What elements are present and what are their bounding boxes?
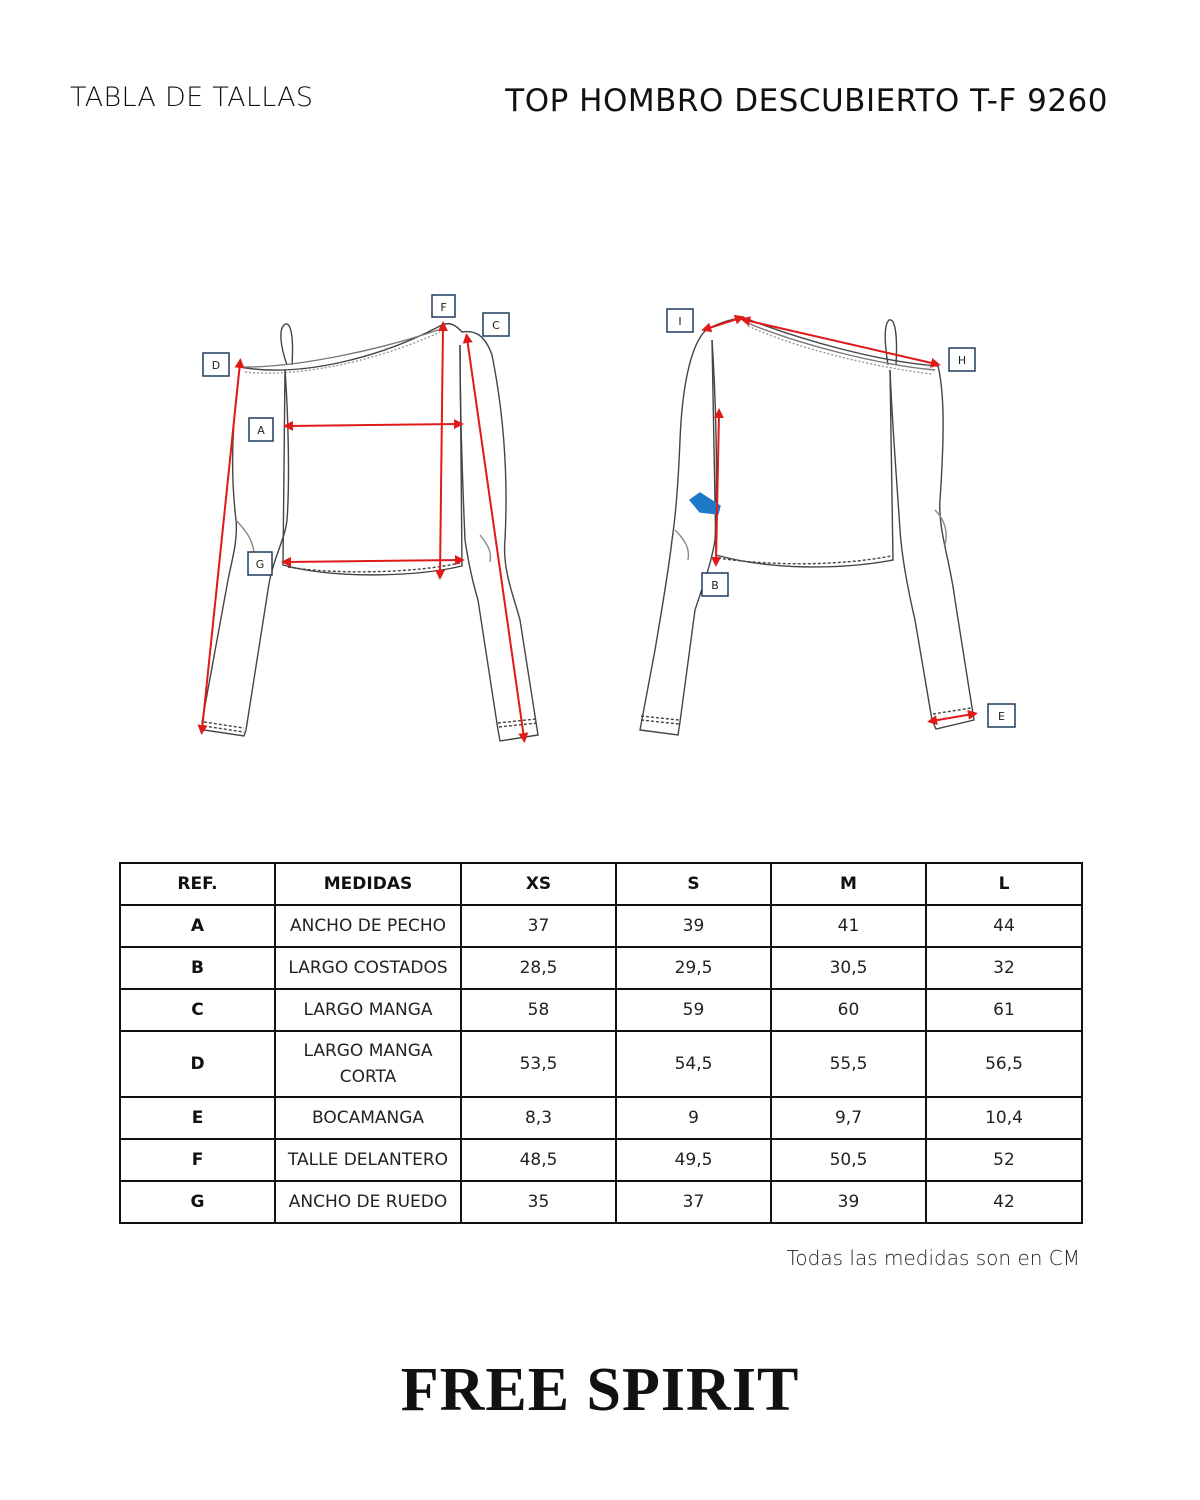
cell-measure: ANCHO DE RUEDO [275,1181,461,1223]
label-d [203,353,229,376]
measure-line-i [706,318,740,329]
back-measure-lines [706,318,973,721]
cell-measure: ANCHO DE PECHO [275,905,461,947]
svg-text:I: I [678,315,682,328]
svg-text:A: A [257,424,265,437]
cell-xs: 48,5 [461,1139,616,1181]
col-header-ref: REF. [120,863,275,905]
svg-text:B: B [711,579,719,592]
col-header-s: S [616,863,771,905]
table-row [120,1031,1082,1097]
cell-measure: BOCAMANGA [275,1097,461,1139]
cell-l: 44 [926,905,1082,947]
product-title: TOP HOMBRO DESCUBIERTO T-F 9260 [505,83,1108,119]
cell-ref: E [120,1097,275,1139]
cell-ref: F [120,1139,275,1181]
label-i [667,309,693,332]
svg-text:G: G [255,558,265,571]
cell-ref: C [120,989,275,1031]
cell-l: 32 [926,947,1082,989]
label-g [248,552,272,575]
svg-text:H: H [957,354,967,367]
cell-ref: G [120,1181,275,1223]
cell-l: 52 [926,1139,1082,1181]
cell-measure: TALLE DELANTERO [275,1139,461,1181]
label-c [483,313,509,336]
cell-s: 54,5 [616,1031,771,1097]
table-header-row [120,863,1082,905]
cell-s: 59 [616,989,771,1031]
back-view [640,318,974,735]
cell-measure: LARGO COSTADOS [275,947,461,989]
cell-s: 29,5 [616,947,771,989]
cell-m: 55,5 [771,1031,926,1097]
garment-technical-drawing [0,270,1200,770]
cell-m: 60 [771,989,926,1031]
front-measure-lines [202,326,524,738]
cell-measure: LARGO MANGA [275,989,461,1031]
cell-l: 56,5 [926,1031,1082,1097]
measure-line-c [467,338,524,738]
label-f [432,295,455,317]
units-note: Todas las medidas son en CM [786,1246,1080,1270]
cell-measure: LARGO MANGA CORTA [275,1031,461,1097]
cell-xs: 8,3 [461,1097,616,1139]
cell-m: 30,5 [771,947,926,989]
col-header-medidas: MEDIDAS [275,863,461,905]
cell-ref: A [120,905,275,947]
measure-line-f [440,326,443,575]
label-b [702,573,728,596]
cell-l: 10,4 [926,1097,1082,1139]
front-view [202,324,538,741]
cell-xs: 35 [461,1181,616,1223]
measure-line-e [932,714,973,721]
cell-s: 39 [616,905,771,947]
cell-s: 37 [616,1181,771,1223]
svg-text:F: F [440,301,447,314]
cell-m: 39 [771,1181,926,1223]
table-row [120,1181,1082,1223]
table-row [120,947,1082,989]
table-row [120,1139,1082,1181]
cell-l: 42 [926,1181,1082,1223]
measure-line-g [286,560,460,562]
label-a [249,418,273,441]
cell-xs: 37 [461,905,616,947]
cell-xs: 28,5 [461,947,616,989]
svg-text:E: E [998,710,1005,723]
cell-s: 9 [616,1097,771,1139]
brand-logo: FREE SPIRIT [400,1356,800,1424]
cell-ref: D [120,1031,275,1097]
col-header-l: L [926,863,1082,905]
cell-s: 49,5 [616,1139,771,1181]
page-title: TABLA DE TALLAS [70,82,314,113]
cell-m: 50,5 [771,1139,926,1181]
cell-xs: 53,5 [461,1031,616,1097]
cell-xs: 58 [461,989,616,1031]
cell-m: 41 [771,905,926,947]
size-table [119,862,1083,1224]
table-row [120,905,1082,947]
cell-ref: B [120,947,275,989]
cell-m: 9,7 [771,1097,926,1139]
table-row [120,1097,1082,1139]
label-h [949,348,975,371]
svg-text:D: D [211,359,221,372]
col-header-m: M [771,863,926,905]
label-e [988,704,1015,727]
measure-line-a [288,424,459,426]
col-header-xs: XS [461,863,616,905]
cell-l: 61 [926,989,1082,1031]
table-row [120,989,1082,1031]
svg-text:C: C [492,319,500,332]
